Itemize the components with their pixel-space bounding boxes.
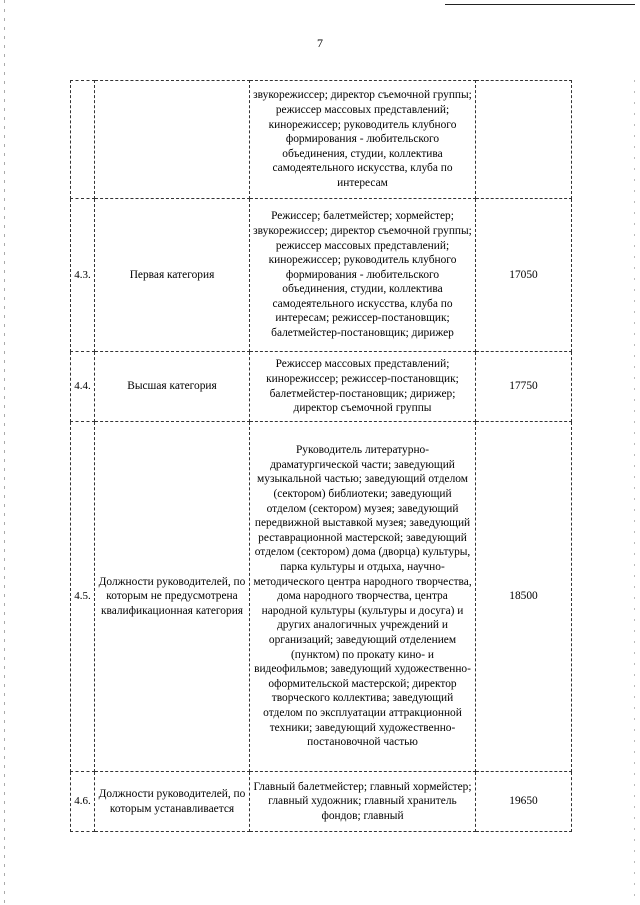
table-row <box>71 772 572 832</box>
category-cell: Должности руководителей, по которым устанавливается <box>95 772 250 832</box>
salary-cell: 17750 <box>476 352 572 422</box>
category-cell: Первая категория <box>95 199 250 352</box>
category-cell <box>95 81 250 199</box>
row-number-cell <box>71 81 95 199</box>
table-row <box>71 199 572 352</box>
row-number-cell: 4.4. <box>71 352 95 422</box>
salary-cell: 18500 <box>476 422 572 772</box>
category-cell: Должности руководителей, по которым не предусмотрена квалификационная категория <box>95 422 250 772</box>
row-number-cell: 4.6. <box>71 772 95 832</box>
positions-cell: Руководитель литературно-драматургической части; заведующий музыкальной частью; заведующий отделом (сектором) библиотеки; заведующий отделом (сектором) музея; заведующий передвижной выставкой музея; заведующий реставрационной мастерской; заведующий отделом (сектором) дома (дворца) культуры, парка культуры и отдыха, научно-методического центра народного творчества, дома народного творчества, центра народной культуры (культуры и досуга) и других аналогичных учреждений и организаций; заведующий отделением (пунктом) по прокату кино- и видеофильмов; заведующий художественно-оформительской мастерской; директор творческого коллектива; заведующий отделом по эксплуатации аттракционной техники; заведующий художественно-постановочной частью <box>250 422 476 772</box>
positions-cell: Режиссер; балетмейстер; хормейстер; звукорежиссер; директор съемочной группы; режиссер массовых представлений; кинорежиссер; руководитель клубного формирования - любительского объединения, студии, коллектива самодеятельного искусства, клуба по интересам; режиссер-постановщик; балетмейстер-постановщик; дирижер <box>250 199 476 352</box>
salary-cell: 19650 <box>476 772 572 832</box>
row-number-cell: 4.3. <box>71 199 95 352</box>
table-row <box>71 422 572 772</box>
page-number: 7 <box>317 36 323 50</box>
salary-cell <box>476 81 572 199</box>
scan-edge-right <box>634 80 635 900</box>
header-rule <box>445 4 635 5</box>
salary-cell: 17050 <box>476 199 572 352</box>
positions-cell: Режиссер массовых представлений; кинорежиссер; режиссер-постановщик; балетмейстер-постановщик; дирижер; директор съемочной группы <box>250 352 476 422</box>
table-row <box>71 81 572 199</box>
positions-cell: звукорежиссер; директор съемочной группы; режиссер массовых представлений; кинорежиссер; руководитель клубного формирования - любительского объединения, студии, коллектива самодеятельного искусства, клуба по интересам <box>250 81 476 199</box>
row-number-cell: 4.5. <box>71 422 95 772</box>
category-cell: Высшая категория <box>95 352 250 422</box>
salary-table <box>70 80 572 832</box>
table-row <box>71 352 572 422</box>
scan-edge-left <box>4 0 5 905</box>
positions-cell: Главный балетмейстер; главный хормейстер; главный художник; главный хранитель фондов; главный <box>250 772 476 832</box>
